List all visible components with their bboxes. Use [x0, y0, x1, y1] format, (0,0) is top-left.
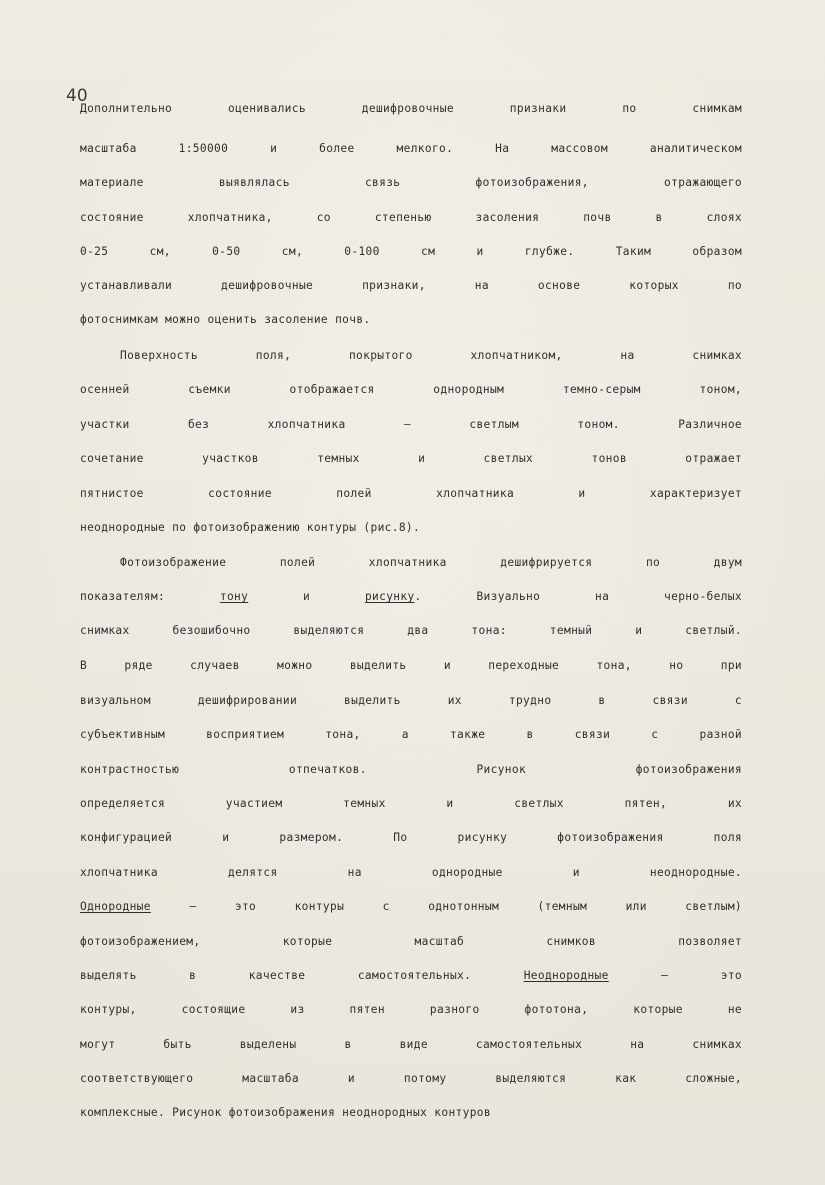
text-line: состояние хлопчатника, со степенью засоления почв в слоях: [80, 211, 742, 224]
underlined-term: Однородные: [80, 900, 151, 913]
text-line: неоднородные по фотоизображению контуры (рис.8).: [80, 521, 421, 534]
text-line: могут быть выделены в виде самостоятельных на снимках: [80, 1038, 742, 1051]
text-line: контуры, состоящие из пятен разного фототона, которые не: [80, 1003, 742, 1016]
underlined-term: Неоднородные: [523, 969, 609, 982]
text-line: снимках безошибочно выделяются два тона: темный и светлый.: [80, 624, 742, 637]
text-line: пятнистое состояние полей хлопчатника и характеризует: [80, 487, 742, 500]
text-line: определяется участием темных и светлых пятен, их: [80, 797, 742, 810]
text-line: участки без хлопчатника – светлым тоном. Различное: [80, 418, 742, 431]
underlined-term: тону: [219, 590, 249, 603]
text-line: осенней съемки отображается однородным темно-серым тоном,: [80, 383, 742, 396]
text-line: масштаба 1:50000 и более мелкого. На массовом аналитическом: [80, 142, 742, 155]
text-line: сочетание участков темных и светлых тонов отражает: [80, 452, 742, 465]
text-line: Фотоизображение полей хлопчатника дешифрируется по двум: [120, 556, 742, 569]
page-number: 40: [66, 86, 88, 106]
text-fragment: выделять в качестве самостоятельных.: [80, 969, 524, 982]
text-line: визуальном дешифрировании выделить их трудно в связи с: [80, 694, 742, 707]
text-line: комплексные. Рисунок фотоизображения неоднородных контуров: [80, 1106, 491, 1119]
text-fragment: показателям:: [80, 590, 220, 603]
text-line: соответствующего масштаба и потому выделяются как сложные,: [80, 1072, 742, 1085]
text-line: Дополнительно оценивались дешифровочные признаки по снимкам: [80, 102, 742, 115]
text-line: [80, 900, 742, 913]
text-fragment: – это: [608, 969, 742, 982]
text-fragment: . Визуально на черно-белых: [414, 590, 742, 603]
text-fragment: – это контуры с однотонным (темным или светлым): [150, 900, 742, 913]
text-line: устанавливали дешифровочные признаки, на основе которых по: [80, 279, 742, 292]
text-line: Поверхность поля, покрытого хлопчатником, на снимках: [120, 349, 742, 362]
text-line: хлопчатника делятся на однородные и неоднородные.: [80, 866, 742, 879]
text-fragment: и: [248, 590, 365, 603]
text-line: В ряде случаев можно выделить и переходные тона, но при: [80, 659, 742, 672]
text-line: материале выявлялась связь фотоизображения, отражающего: [80, 176, 742, 189]
text-line: контрастностью отпечатков. Рисунок фотоизображения: [80, 763, 742, 776]
text-line: конфигурацией и размером. По рисунку фотоизображения поля: [80, 831, 742, 844]
text-line: субъективным восприятием тона, а также в связи с разной: [80, 728, 742, 741]
underlined-term: рисунку: [364, 590, 415, 603]
text-line: 0-25 см, 0-50 см, 0-100 см и глубже. Таким образом: [80, 245, 742, 258]
text-line: [80, 590, 742, 603]
text-line: [80, 969, 742, 982]
text-line: фотоизображением, которые масштаб снимков позволяет: [80, 935, 742, 948]
text-line: фотоснимкам можно оценить засоление почв.: [80, 313, 371, 326]
